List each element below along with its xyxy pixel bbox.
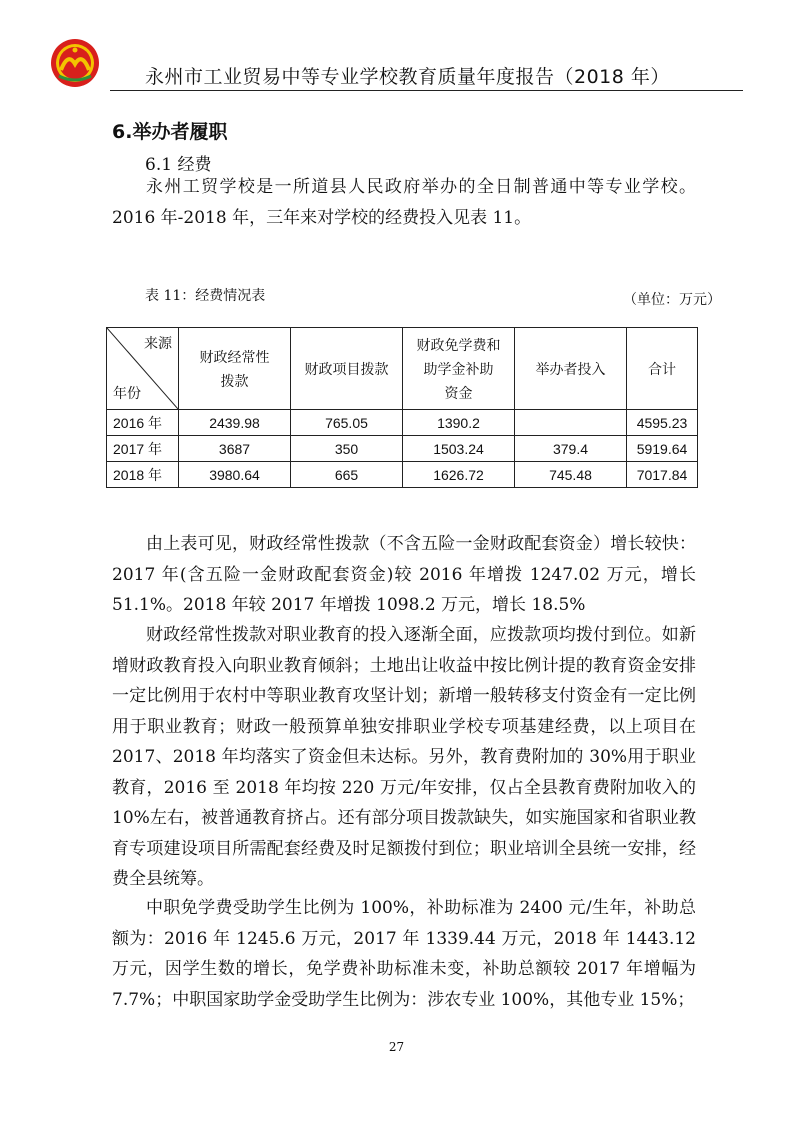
column-header-line: 合计 — [648, 360, 676, 377]
table-cell: 379.4 — [515, 436, 627, 462]
analysis-paragraph-3: 中职免学费受助学生比例为 100%，补助标准为 2400 元/生年，补助总额为：2016 年 1245.6 万元，2017 年 1339.44 万元，2018 年 1443.12 万元，因学生数的增长，免学费补助标准未变，补助总额较 2017 年增幅为 7.7%；中职国家助学金受助学生比例为：涉农专业 100%，其他专业 15%； — [112, 898, 696, 1010]
column-header-line: 财政项目拨款 — [304, 360, 389, 377]
table-cell: 7017.84 — [627, 462, 698, 488]
page-number: 27 — [388, 1040, 405, 1054]
section-heading: 6.举办者履职 — [112, 121, 228, 143]
table-row — [107, 436, 698, 462]
column-header — [403, 328, 515, 410]
corner-year-label: 年份 — [113, 385, 141, 401]
row-year: 2018 年 — [107, 462, 179, 488]
table-cell: 3687 — [179, 436, 291, 462]
analysis-paragraph-1: 由上表可见，财政经常性拨款（不含五险一金财政配套资金）增长较快：2017 年(含五险一金财政配套资金)较 2016 年增拨 1247.02 万元，增长 51.1%。2018 年较 2017 年增拨 1098.2 万元，增长 18.5% — [112, 534, 696, 615]
row-year: 2016 年 — [107, 410, 179, 436]
subsection-heading: 6.1 经费 — [145, 155, 212, 175]
column-header — [291, 328, 403, 410]
table-header-row — [107, 328, 698, 410]
table-cell: 4595.23 — [627, 410, 698, 436]
table-row — [107, 410, 698, 436]
column-header-line: 财政经常性 — [199, 348, 270, 365]
header-divider — [110, 90, 743, 91]
page-header — [50, 38, 743, 90]
row-year: 2017 年 — [107, 436, 179, 462]
column-header — [179, 328, 291, 410]
table-cell: 1626.72 — [403, 462, 515, 488]
column-header-line: 拨款 — [220, 372, 249, 389]
column-header-line: 财政免学费和 — [416, 336, 501, 353]
intro-paragraph: 永州工贸学校是一所道县人民政府举办的全日制普通中等专业学校。2016 年-2018 年，三年来对学校的经费投入见表 11。 — [112, 177, 696, 228]
corner-header-cell — [107, 328, 179, 410]
table-cell: 3980.64 — [179, 462, 291, 488]
column-header — [515, 328, 627, 410]
table-cell: 1390.2 — [403, 410, 515, 436]
table-cell — [515, 410, 627, 436]
table-cell: 5919.64 — [627, 436, 698, 462]
column-header-line: 助学金补助 — [423, 360, 494, 377]
table-unit: （单位：万元） — [623, 292, 721, 308]
column-header — [627, 328, 698, 410]
table-cell: 665 — [291, 462, 403, 488]
school-emblem-icon — [50, 38, 100, 88]
table-caption: 表 11：经费情况表 — [145, 288, 266, 304]
table-cell: 2439.98 — [179, 410, 291, 436]
analysis-paragraph-2: 财政经常性拨款对职业教育的投入逐渐全面，应拨款项均拨付到位。如新增财政教育投入向职业教育倾斜；土地出让收益中按比例计提的教育资金安排一定比例用于农村中等职业教育攻坚计划；新增一般转移支付资金有一定比例用于职业教育；财政一般预算单独安排职业学校专项基建经费，以上项目在 2017、2018 年均落实了资金但未达标。另外，教育费附加的 30%用于职业教育，2016 至 2018 年均按 220 万元/年安排，仅占全县教育费附加收入的 10%左右，被普通教育挤占。还有部分项目拨款缺失，如实施国家和省职业教育专项建设项目所需配套经费及时足额拨付到位；职业培训全县统一安排，经费全县统筹。 — [112, 625, 696, 889]
table-cell: 350 — [291, 436, 403, 462]
table-row — [107, 462, 698, 488]
column-header-line: 资金 — [444, 384, 473, 401]
table-cell: 745.48 — [515, 462, 627, 488]
funding-table — [106, 327, 698, 488]
column-header-line: 举办者投入 — [535, 360, 606, 377]
header-title: 永州市工业贸易中等专业学校教育质量年度报告（2018 年） — [145, 66, 670, 88]
table-cell: 1503.24 — [403, 436, 515, 462]
table-cell: 765.05 — [291, 410, 403, 436]
corner-source-label: 来源 — [144, 335, 172, 351]
